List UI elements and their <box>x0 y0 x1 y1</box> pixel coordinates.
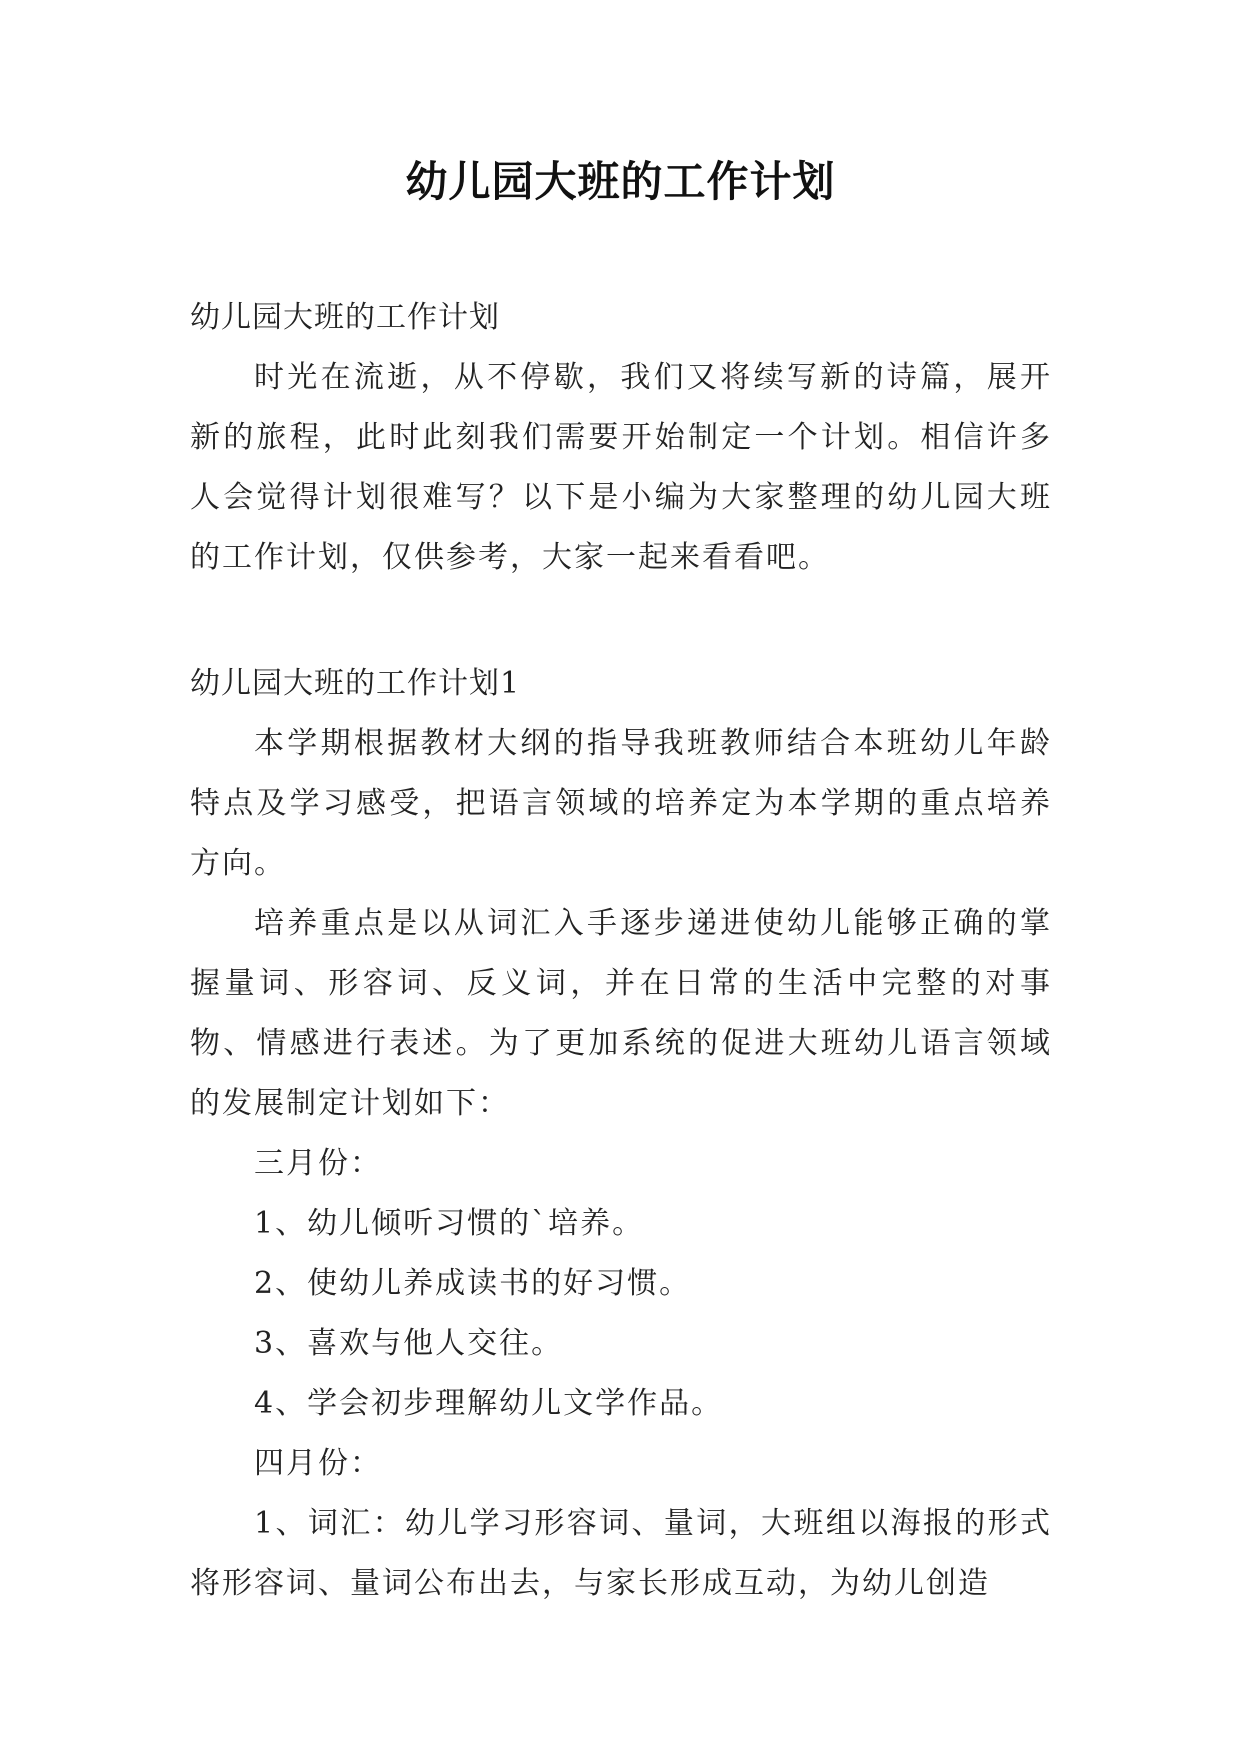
list-item: 3、喜欢与他人交往。 <box>254 1326 564 1361</box>
document-subtitle: 幼儿园大班的工作计划 <box>190 300 500 335</box>
section-spacer <box>190 588 1052 654</box>
month-label-april: 四月份： <box>254 1446 382 1481</box>
list-item: 1、词汇：幼儿学习形容词、量词，大班组以海报的形式将形容词、量词公布出去，与家长形成互动，为幼儿创造 <box>190 1506 1052 1601</box>
month-label-march: 三月份： <box>254 1146 382 1181</box>
list-item: 1、幼儿倾听习惯的`培养。 <box>254 1206 645 1241</box>
section-paragraph-1: 本学期根据教材大纲的指导我班教师结合本班幼儿年龄特点及学习感受，把语言领域的培养定为本学期的重点培养方向。 <box>190 726 1052 881</box>
document-title: 幼儿园大班的工作计划 <box>405 157 836 206</box>
section-heading: 幼儿园大班的工作计划1 <box>190 666 521 701</box>
intro-paragraph: 时光在流逝，从不停歇，我们又将续写新的诗篇，展开新的旅程，此时此刻我们需要开始制定一个计划。相信许多人会觉得计划很难写？以下是小编为大家整理的幼儿园大班的工作计划，仅供参考，大家一起来看看吧。 <box>190 360 1052 575</box>
list-item: 2、使幼儿养成读书的好习惯。 <box>254 1266 692 1301</box>
document-body <box>190 288 1052 1614</box>
section-paragraph-2: 培养重点是以从词汇入手逐步递进使幼儿能够正确的掌握量词、形容词、反义词，并在日常的生活中完整的对事物、情感进行表述。为了更加系统的促进大班幼儿语言领域的发展制定计划如下： <box>190 906 1052 1121</box>
list-item: 4、学会初步理解幼儿文学作品。 <box>254 1386 724 1421</box>
